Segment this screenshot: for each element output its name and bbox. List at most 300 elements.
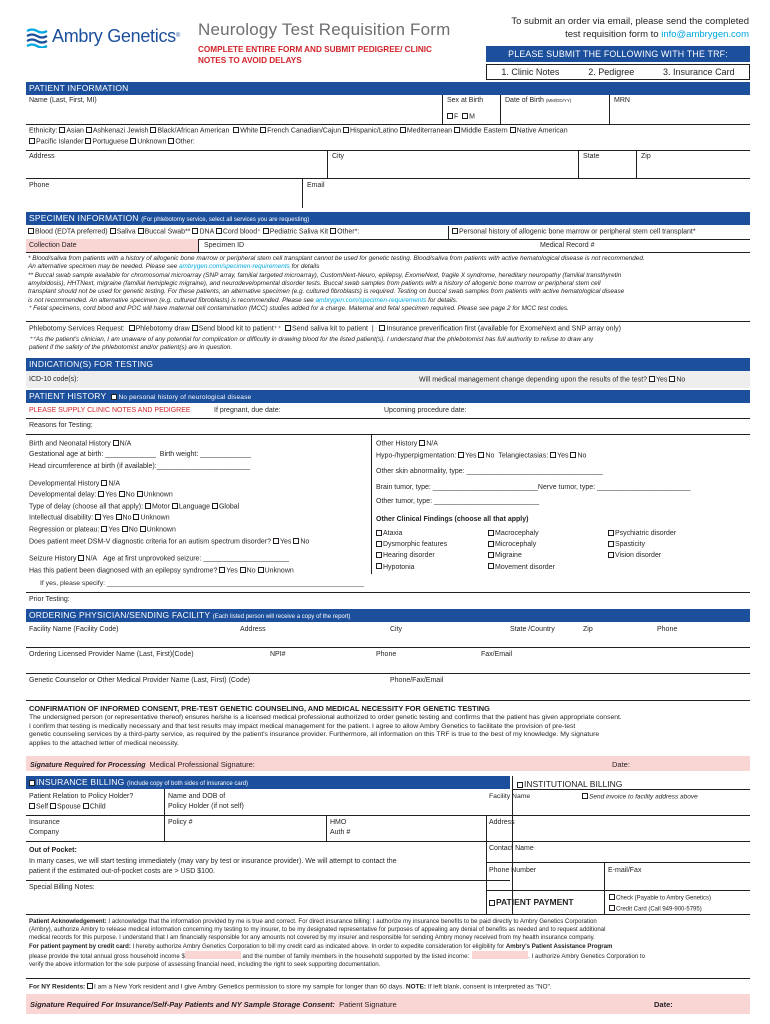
telangi-no-checkbox[interactable] xyxy=(570,452,576,458)
blood-edta: Blood (EDTA preferred) xyxy=(35,228,108,236)
head-circ: Head circumference at birth (if available):________________________ xyxy=(29,463,251,470)
phlebotomy-note xyxy=(29,336,749,353)
npi-label: NPI# xyxy=(270,651,286,658)
insurance-note: (Include copy of both sides of insurance card) xyxy=(126,781,249,787)
mgmt-no-checkbox[interactable] xyxy=(669,376,675,382)
seizure-na: N/A xyxy=(85,555,98,563)
icd-label: ICD-10 code(s): xyxy=(29,376,79,383)
consent-title: CONFIRMATION OF INFORMED CONSENT, PRE-TEST GENETIC COUNSELING, AND MEDICAL NECESSITY FOR GENETIC TESTING xyxy=(29,704,490,713)
ped-saliva-checkbox[interactable] xyxy=(263,228,269,234)
patient-payment-title: PATIENT PAYMENT xyxy=(496,897,574,907)
movement: Movement disorder xyxy=(495,563,555,571)
eth-hispanic: Hispanic/Latino xyxy=(350,127,398,135)
macrocephaly-checkbox[interactable] xyxy=(488,530,494,536)
specimen-notes xyxy=(28,255,750,313)
migraine: Migraine xyxy=(495,552,522,560)
specimen-note-1a: * Blood/saliva from patients with a history of allogenic bone marrow or peripheral stem cell transplant cannot be used for genetic testing. Blood/saliva from patients with active hematological disease is not recommended. xyxy=(28,255,645,262)
company-label-2: Company xyxy=(29,829,59,836)
transplant-checkbox[interactable] xyxy=(452,228,458,234)
specimen-title: SPECIMEN INFORMATION xyxy=(29,213,139,223)
inst-phone-label: Phone Number xyxy=(489,867,537,874)
other-specimen: Other*: xyxy=(337,228,360,236)
specimen-req-link-1[interactable]: ambrygen.com/specimen-requirements xyxy=(178,263,290,271)
city-label: City xyxy=(332,153,345,160)
intellectual-yes-checkbox[interactable] xyxy=(95,514,101,520)
relation-label: Patient Relation to Policy Holder? xyxy=(29,793,134,800)
logo-text: Ambry Genetics xyxy=(52,26,176,47)
email-note-line2: test requisition form to xyxy=(565,28,662,40)
eth-mediterranean: Mediterranean xyxy=(406,127,453,135)
birth-history-label: Birth and Neonatal History xyxy=(29,440,111,448)
hypo-yes: Yes xyxy=(465,452,477,460)
acknowledgement xyxy=(29,918,749,969)
dev-delay-label: Developmental delay: xyxy=(29,491,97,499)
mgmt-question: Will medical management change depending upon the results of the test? xyxy=(419,376,648,384)
findings-col-3 xyxy=(608,528,676,562)
brain-tumor: Brain tumor, type: ___________________________ xyxy=(376,484,538,491)
motor: Motor xyxy=(151,503,170,511)
eth-asian-checkbox[interactable] xyxy=(59,127,65,133)
regression-no-checkbox[interactable] xyxy=(122,526,128,532)
movement-checkbox[interactable] xyxy=(488,563,494,569)
ack-line-6: verify the above information for the sole purpose of assessing financial need, including the right to seek supporting documentation. xyxy=(29,961,381,969)
sex-f-label: F xyxy=(454,113,459,121)
inst-facility-label: Facility Name xyxy=(489,793,531,800)
auth-label: Auth # xyxy=(330,829,351,836)
sex-m-label: M xyxy=(469,113,476,121)
phleb-draw-checkbox[interactable] xyxy=(129,325,135,331)
ack-line-4: I hereby authorize Ambry Genetics Corporation to bill my credit card as indicated above. In order to expedite consideration for eligibility for xyxy=(130,942,506,950)
dev-delay-yes: Yes xyxy=(105,491,117,499)
regression-no: No xyxy=(128,526,138,534)
zip-label: Zip xyxy=(641,153,651,160)
vision-checkbox[interactable] xyxy=(608,552,614,558)
facility-zip-label: Zip xyxy=(583,626,593,633)
sex-f-checkbox[interactable] xyxy=(447,113,453,119)
insurance-billing-checkbox[interactable] xyxy=(29,780,35,786)
email-note-line1: To submit an order via email, please send the completed xyxy=(511,16,749,27)
epilepsy-unknown: Unknown xyxy=(264,567,294,575)
skin-type: Other skin abnormality, type: ___________________________________ xyxy=(376,468,603,475)
eth-black-checkbox[interactable] xyxy=(150,127,156,133)
eth-mediterranean-checkbox[interactable] xyxy=(400,127,406,133)
eth-ashkenazi: Ashkenazi Jewish xyxy=(92,127,149,135)
specimen-types xyxy=(28,228,359,237)
institutional-checkbox[interactable] xyxy=(517,782,523,788)
no-history-checkbox[interactable] xyxy=(111,394,117,400)
dsm-yes-checkbox[interactable] xyxy=(273,538,279,544)
ack-line-2: (Ambry), authorize Ambry to release medical information concerning my testing to my insurer, to be my designated representative for purposes of appealing any denial of benefits as needed and to request additional xyxy=(29,926,606,934)
intellectual-no-checkbox[interactable] xyxy=(116,514,122,520)
send-saliva-kit: Send saliva kit to patient xyxy=(292,325,368,333)
submit-item-clinic-notes: 1. Clinic Notes xyxy=(501,66,560,77)
seizure-label: Seizure History xyxy=(29,555,77,563)
eth-portuguese-checkbox[interactable] xyxy=(85,138,91,144)
global-checkbox[interactable] xyxy=(212,503,218,509)
eth-middle-eastern: Middle Eastern xyxy=(460,127,508,135)
preverification: Insurance preverification first (available for ExomeNext and SNP array only) xyxy=(386,325,621,333)
eth-french: French Canadian/Cajun xyxy=(267,127,342,135)
send-saliva-kit-checkbox[interactable] xyxy=(285,325,291,331)
facility-label: Facility Name (Facility Code) xyxy=(29,626,119,633)
phlebotomy-row: Phlebotomy Services Request: Phlebotomy draw Send blood kit to patient⁺⁺ Send saliva kit to patient | Insurance preverification first (available for ExomeNext and SNP array only) xyxy=(29,325,621,333)
ack-line-5c: . I authorize Ambry Genetics Corporation to xyxy=(528,952,646,960)
eth-other: Other: xyxy=(175,138,195,146)
hypo-no: No xyxy=(485,452,495,460)
oop-label: Out of Pocket: xyxy=(29,847,77,854)
saliva-checkbox[interactable] xyxy=(110,228,116,234)
phleb-draw: Phlebotomy draw xyxy=(135,325,190,333)
ataxia: Ataxia xyxy=(383,530,403,537)
microcephaly: Microcephaly xyxy=(495,541,537,549)
collection-date-label: Collection Date xyxy=(29,242,77,249)
dsm-label: Does patient meet DSM-V diagnostic criteria for an autism spectrum disorder? xyxy=(29,538,271,546)
patient-info-header: PATIENT INFORMATION xyxy=(26,82,750,95)
findings-col-2 xyxy=(488,528,555,573)
consent-line-1: The undersigned person (or representative thereof) ensures he/she is a licensed medical professional authorized to order genetic testing and confirms that the patient has given appropriate consent. xyxy=(29,714,622,721)
family-members-field[interactable] xyxy=(472,951,528,959)
dsm-yes: Yes xyxy=(279,538,292,546)
spouse-checkbox[interactable] xyxy=(50,803,56,809)
microcephaly-checkbox[interactable] xyxy=(488,541,494,547)
email-note xyxy=(478,16,749,41)
eth-pacific: Pacific Islander xyxy=(36,138,84,146)
telangi-label: Telangiectasias: xyxy=(498,452,549,460)
dev-delay-no-checkbox[interactable] xyxy=(119,491,125,497)
address-label: Address xyxy=(29,153,55,160)
oop-line-1: In many cases, we will start testing immediately (may vary by test or insurance provider). We will attempt to contact the xyxy=(29,858,397,865)
sex-m-checkbox[interactable] xyxy=(462,113,468,119)
phone-label: Phone xyxy=(29,182,50,189)
intellectual-yes: Yes xyxy=(102,514,114,522)
hypotonia-checkbox[interactable] xyxy=(376,563,382,569)
epilepsy-yes: Yes xyxy=(226,567,238,575)
provider-phone-label: Phone xyxy=(376,651,397,658)
sex-at-birth-label: Sex at Birth xyxy=(447,97,484,104)
email-label: Email xyxy=(307,182,325,189)
language-checkbox[interactable] xyxy=(172,503,178,509)
language: Language xyxy=(178,503,210,511)
procedure-label: Upcoming procedure date: xyxy=(384,407,467,414)
insurance-header xyxy=(26,776,510,789)
specimen-note-1b: An alternative specimen may be needed. Please see xyxy=(28,263,179,271)
regression-label: Regression or plateau: xyxy=(29,526,100,534)
ack-line-1: I acknowledge that the information provided by me is true and correct. For direct insurance billing: I authorize my insurance benefits to be paid directly to Ambry Genetics Corporation xyxy=(106,918,597,925)
regression-yes-checkbox[interactable] xyxy=(101,526,107,532)
eth-pacific-checkbox[interactable] xyxy=(29,138,35,144)
hypo-yes-checkbox[interactable] xyxy=(458,452,464,458)
ack-line-3: medical records for this purpose. I understand that I am financially responsible for any amounts not covered by my insurer and responsible for sending Ambry money received from my health insurance company. xyxy=(29,934,595,942)
reasons-label: Reasons for Testing: xyxy=(29,422,93,429)
ny-label: For NY Residents: xyxy=(29,983,86,991)
specimen-note-2c: transplant should not be used for genetic testing. For these patients, an alternative specimen (e.g. cultured fibroblasts) is required. Testing on buccal swab samples from patients with active hematological disease xyxy=(28,288,625,296)
regression-unknown-checkbox[interactable] xyxy=(140,526,146,532)
patient-signature-field[interactable]: Patient Signature xyxy=(339,1000,397,1009)
eth-portuguese: Portuguese xyxy=(92,138,129,146)
dev-delay-unknown: Unknown xyxy=(143,491,173,499)
send-blood-kit: Send blood kit to patient⁺⁺ xyxy=(198,325,282,333)
eth-asian: Asian xyxy=(66,127,84,135)
dev-delay-no: No xyxy=(125,491,135,499)
counselor-label: Genetic Counselor or Other Medical Provider Name (Last, First) (Code) xyxy=(29,677,250,684)
telangi-yes-checkbox[interactable] xyxy=(550,452,556,458)
physician-signature-field[interactable]: Medical Professional Signature: xyxy=(149,760,255,769)
dob-label: Date of Birth xyxy=(505,97,544,104)
no-history-label: No personal history of neurological disease xyxy=(118,394,252,401)
migraine-checkbox[interactable] xyxy=(488,552,494,558)
specimen-note-2d: is not recommended. An alternative specimen (e.g. cultured fibroblasts) is recommended. Please see xyxy=(28,296,316,304)
dysmorphic-checkbox[interactable] xyxy=(376,541,382,547)
specimen-note: (For phlebotomy service, select all services you are requesting) xyxy=(141,217,310,223)
intellectual-unknown-checkbox[interactable] xyxy=(133,514,139,520)
nerve-tumor: Nerve tumor, type: ________________________ xyxy=(537,484,691,491)
self: Self xyxy=(36,803,49,811)
hearing: Hearing disorder xyxy=(383,552,435,560)
specimen-id-label: Specimen ID xyxy=(204,242,245,249)
specimen-req-link-2[interactable]: ambrygen.com/specimen-requirements xyxy=(315,296,427,304)
check-checkbox[interactable] xyxy=(609,894,615,900)
institutional-title: INSTITUTIONAL BILLING xyxy=(524,779,623,789)
facility-phone-label: Phone xyxy=(657,626,678,633)
assistance-program: Ambry's Patient Assistance Program xyxy=(505,942,613,950)
card-label: For patient payment by credit card: xyxy=(29,942,131,950)
dna: DNA xyxy=(199,228,214,236)
eth-french-checkbox[interactable] xyxy=(260,127,266,133)
regression-unknown: Unknown xyxy=(146,526,176,534)
hypo-no-checkbox[interactable] xyxy=(478,452,484,458)
insurance-title: INSURANCE BILLING xyxy=(36,777,125,787)
send-blood-kit-checkbox[interactable] xyxy=(192,325,198,331)
email-link[interactable]: info@ambrygen.com xyxy=(661,28,749,40)
ny-note-label: NOTE: xyxy=(405,983,427,991)
form-title: Neurology Test Requisition Form xyxy=(198,20,451,39)
dsm-no-checkbox[interactable] xyxy=(293,538,299,544)
spasticity-checkbox[interactable] xyxy=(608,541,614,547)
eth-unknown-checkbox[interactable] xyxy=(130,138,136,144)
ack-line-5b: and the number of family members in the household supported by the listed income: xyxy=(240,952,470,960)
birth-na-checkbox[interactable] xyxy=(113,440,119,446)
regression-yes: Yes xyxy=(108,526,120,534)
consent-line-4: applies to the attached letter of medical necessity. xyxy=(29,740,179,748)
eth-black: Black/African American xyxy=(157,127,230,135)
age-seizure: Age at first unprovoked seizure: ______________________ xyxy=(102,555,289,563)
hearing-checkbox[interactable] xyxy=(376,552,382,558)
check-option: Check (Payable to Ambry Genetics) xyxy=(616,895,712,902)
cord-blood-checkbox[interactable] xyxy=(216,228,222,234)
epilepsy-label: Has this patient been diagnosed with an epilepsy syndrome? xyxy=(29,567,218,575)
spasticity: Spasticity xyxy=(615,541,645,549)
ped-saliva: Pediatric Saliva Kit xyxy=(269,228,329,236)
physician-title: ORDERING PHYSICIAN/SENDING FACILITY xyxy=(29,610,211,620)
eth-native-checkbox[interactable] xyxy=(510,127,516,133)
child: Child xyxy=(89,803,106,811)
ny-text: I am a New York resident and I give Ambry Genetics permission to store my sample for longer than 60 days. xyxy=(94,983,405,991)
intellectual-label: Intellectual disability: xyxy=(29,514,94,522)
pregnant-label: If pregnant, due date: xyxy=(214,407,281,414)
phlebotomy-label: Phlebotomy Services Request: xyxy=(29,325,125,333)
ack-line-5a: please provide the total annual gross household income $ xyxy=(29,952,185,960)
credit-card-checkbox[interactable] xyxy=(609,905,615,911)
hmo-label: HMO xyxy=(330,819,347,826)
provider-label: Ordering Licensed Provider Name (Last, First)(Code) xyxy=(29,651,194,658)
holder-label-2: Policy Holder (if not self) xyxy=(168,803,244,810)
epilepsy-no-checkbox[interactable] xyxy=(240,567,246,573)
eth-native: Native American xyxy=(516,127,568,135)
buccal: Buccal Swab** xyxy=(144,228,191,236)
inst-address-label: Address xyxy=(489,819,515,826)
other-na: N/A xyxy=(426,440,438,448)
dna-checkbox[interactable] xyxy=(192,228,198,234)
supply-notes: PLEASE SUPPLY CLINIC NOTES AND PEDIGREE xyxy=(29,407,191,414)
submit-item-insurance-card: 3. Insurance Card xyxy=(663,66,735,77)
dob-format: (MM/DD/YY) xyxy=(545,98,572,103)
inst-email-label: E-mail/Fax xyxy=(608,867,642,874)
findings-col-1 xyxy=(376,528,447,573)
eth-ashkenazi-checkbox[interactable] xyxy=(86,127,92,133)
mgmt-yes: Yes xyxy=(655,376,668,384)
eth-unknown: Unknown xyxy=(137,138,167,146)
eth-other-checkbox[interactable] xyxy=(168,138,174,144)
mrn-label: MRN xyxy=(614,97,630,104)
dev-delay-yes-checkbox[interactable] xyxy=(98,491,104,497)
motor-checkbox[interactable] xyxy=(145,503,151,509)
specimen-note-1c: for details xyxy=(289,263,320,271)
ny-consent-checkbox[interactable] xyxy=(87,983,93,989)
blood-edta-checkbox[interactable] xyxy=(28,228,34,234)
provider-fax-label: Fax/Email xyxy=(481,651,513,658)
phleb-note-1: ⁺⁺As the patient's clinician, I am unaware of any potential for complication or difficulty in drawing blood for the listed patient(s). I understand that the phlebotomist has full authority to refuse to draw any xyxy=(29,336,594,343)
epilepsy-unknown-checkbox[interactable] xyxy=(258,567,264,573)
psychiatric-checkbox[interactable] xyxy=(608,530,614,536)
phleb-note-2: patient if the safety of the phlebotomist and/or patient(s) are in question. xyxy=(29,344,233,352)
dev-history-label: Developmental History xyxy=(29,480,100,488)
ethnicity-row-2 xyxy=(29,138,195,147)
consent-line-3: genetic counseling services by a third-party service, as required by the patient's insurance provider. Furthermore, all information on this TRF is true to the best of my knowledge. My signature xyxy=(29,731,600,739)
other-specimen-checkbox[interactable] xyxy=(330,228,336,234)
telangi-no: No xyxy=(577,452,587,460)
send-invoice: Send invoice to facility address above xyxy=(589,793,698,801)
facility-city-label: City xyxy=(390,626,403,633)
send-invoice-checkbox[interactable] xyxy=(582,793,588,799)
ambry-wave-icon xyxy=(26,26,48,48)
specimen-note-3: ⁺ Fetal specimens, cord blood and POC will have maternal cell contamination (MCC) studies added for a charge. Maternal and fetal specimen required. Please see page 2 for MCC test codes. xyxy=(28,304,569,312)
hypo-label: Hypo-/hyperpigmentation: xyxy=(376,452,457,460)
form-warning: COMPLETE ENTIRE FORM AND SUBMIT PEDIGREE/ CLINIC NOTES TO AVOID DELAYS xyxy=(198,45,432,66)
delay-type-label: Type of delay (choose all that apply): xyxy=(29,503,144,511)
sig-required-label: Signature Required for Processing xyxy=(30,762,146,769)
spouse: Spouse xyxy=(57,803,81,811)
physician-sig-date[interactable]: Date: xyxy=(612,760,630,769)
gestational-age: Gestational age at birth: _____________ xyxy=(29,451,156,458)
footer-sig-required: Signature Required For Insurance/Self-Pay Patients and NY Sample Storage Consent: xyxy=(30,1000,335,1009)
epilepsy-no: No xyxy=(246,567,256,575)
dsm-no: No xyxy=(300,538,310,546)
physician-header xyxy=(26,609,750,622)
special-billing-label: Special Billing Notes: xyxy=(29,884,95,891)
global: Global xyxy=(218,503,240,511)
telangi-yes: Yes xyxy=(557,452,569,460)
clinical-findings-label: Other Clinical Findings (choose all that apply) xyxy=(376,516,529,523)
dev-na-checkbox[interactable] xyxy=(101,480,107,486)
medical-record-label: Medical Record # xyxy=(540,242,595,249)
epilepsy-specify: If yes, please specify: ____________________________________________________________________ xyxy=(40,580,364,587)
specimen-note-2e: for details. xyxy=(426,296,458,304)
submit-items xyxy=(486,64,750,80)
counselor-contact-label: Phone/Fax/Email xyxy=(390,677,444,684)
birth-na: N/A xyxy=(119,440,132,448)
ambry-logo xyxy=(26,26,180,48)
prior-testing-label: Prior Testing: xyxy=(29,596,70,603)
other-history-label: Other History xyxy=(376,440,418,448)
eth-white-checkbox[interactable] xyxy=(233,127,239,133)
ny-note: If left blank, consent is interpreted as "NO". xyxy=(426,983,552,991)
eth-hispanic-checkbox[interactable] xyxy=(343,127,349,133)
eth-middle-eastern-checkbox[interactable] xyxy=(454,127,460,133)
logo-registered: ® xyxy=(175,33,181,40)
saliva: Saliva xyxy=(116,228,136,236)
physician-note: (Each listed person will receive a copy of the report) xyxy=(212,614,351,620)
self-checkbox[interactable] xyxy=(29,803,35,809)
policy-label: Policy # xyxy=(168,819,193,826)
history-header xyxy=(26,390,750,403)
other-tumor: Other tumor, type: ___________________________ xyxy=(376,498,540,505)
patient-payment-checkbox[interactable] xyxy=(489,900,495,906)
inst-contact-label: Contact Name xyxy=(489,845,534,852)
income-field[interactable] xyxy=(185,951,241,959)
consent-line-2: I confirm that testing is medically necessary and that test results may impact medical management for the patient. I agree to allow Ambry Genetics to facilitate the provision of pre-test xyxy=(29,722,576,730)
specimen-note-2a: ** Buccal swab sample available for chromosomal microarray (SNP array, familial targeted microarray), CustomNext-Neuro, epilepsy, ExomeNext, fragile X syndrome, hereditary neuropathy (familial transthyretin xyxy=(28,271,622,279)
consent-text xyxy=(29,714,749,749)
vision: Vision disorder xyxy=(615,552,662,560)
child-checkbox[interactable] xyxy=(83,803,89,809)
dysmorphic: Dysmorphic features xyxy=(383,541,448,549)
specimen-header xyxy=(26,212,750,225)
mgmt-yes-checkbox[interactable] xyxy=(649,376,655,382)
ethnicity-row xyxy=(29,127,568,136)
submit-bar: PLEASE SUBMIT THE FOLLOWING WITH THE TRF: xyxy=(486,46,750,62)
company-label: Insurance xyxy=(29,819,60,826)
epilepsy-yes-checkbox[interactable] xyxy=(219,567,225,573)
preverification-checkbox[interactable] xyxy=(379,325,385,331)
intellectual-no: No xyxy=(122,514,132,522)
buccal-checkbox[interactable] xyxy=(138,228,144,234)
patient-sig-date[interactable]: Date: xyxy=(654,1000,673,1009)
ethnicity-label: Ethnicity: xyxy=(29,127,58,135)
holder-label: Name and DOB of xyxy=(168,793,226,800)
oop-line-2: patient if the estimated out-of-pocket costs are > USD $100. xyxy=(29,868,215,875)
other-na-checkbox[interactable] xyxy=(419,440,425,446)
state-label: State xyxy=(583,153,600,160)
psychiatric: Psychiatric disorder xyxy=(615,530,677,537)
ataxia-checkbox[interactable] xyxy=(376,530,382,536)
eth-white: White xyxy=(240,127,259,135)
specimen-note-2b: amyloidosis), HHTNext, migraine (familial hemiplegic migraine), and neurodevelopmental disorder tests. Buccal swab samples from patients with a history of allogenic bone marrow or peripheral stem cell xyxy=(28,279,601,287)
mgmt-no: No xyxy=(676,376,686,384)
dev-na: N/A xyxy=(108,480,121,488)
history-title: PATIENT HISTORY xyxy=(29,391,107,401)
hypotonia: Hypotonia xyxy=(383,563,415,571)
transplant-label: Personal history of allogenic bone marrow or peripheral stem cell transplant* xyxy=(459,228,696,236)
indications-header: INDICATION(S) FOR TESTING xyxy=(26,358,750,371)
facility-address-label: Address xyxy=(240,626,266,633)
dev-delay-unknown-checkbox[interactable] xyxy=(137,491,143,497)
ack-label: Patient Acknowledgement: xyxy=(29,918,107,925)
birth-weight: Birth weight: _____________ xyxy=(159,451,251,458)
cord-blood: Cord blood⁺ xyxy=(222,228,261,236)
macrocephaly: Macrocephaly xyxy=(495,530,539,537)
credit-card-option: Credit Card (Call 949-900-5795) xyxy=(616,906,702,913)
seizure-na-checkbox[interactable] xyxy=(78,555,84,561)
